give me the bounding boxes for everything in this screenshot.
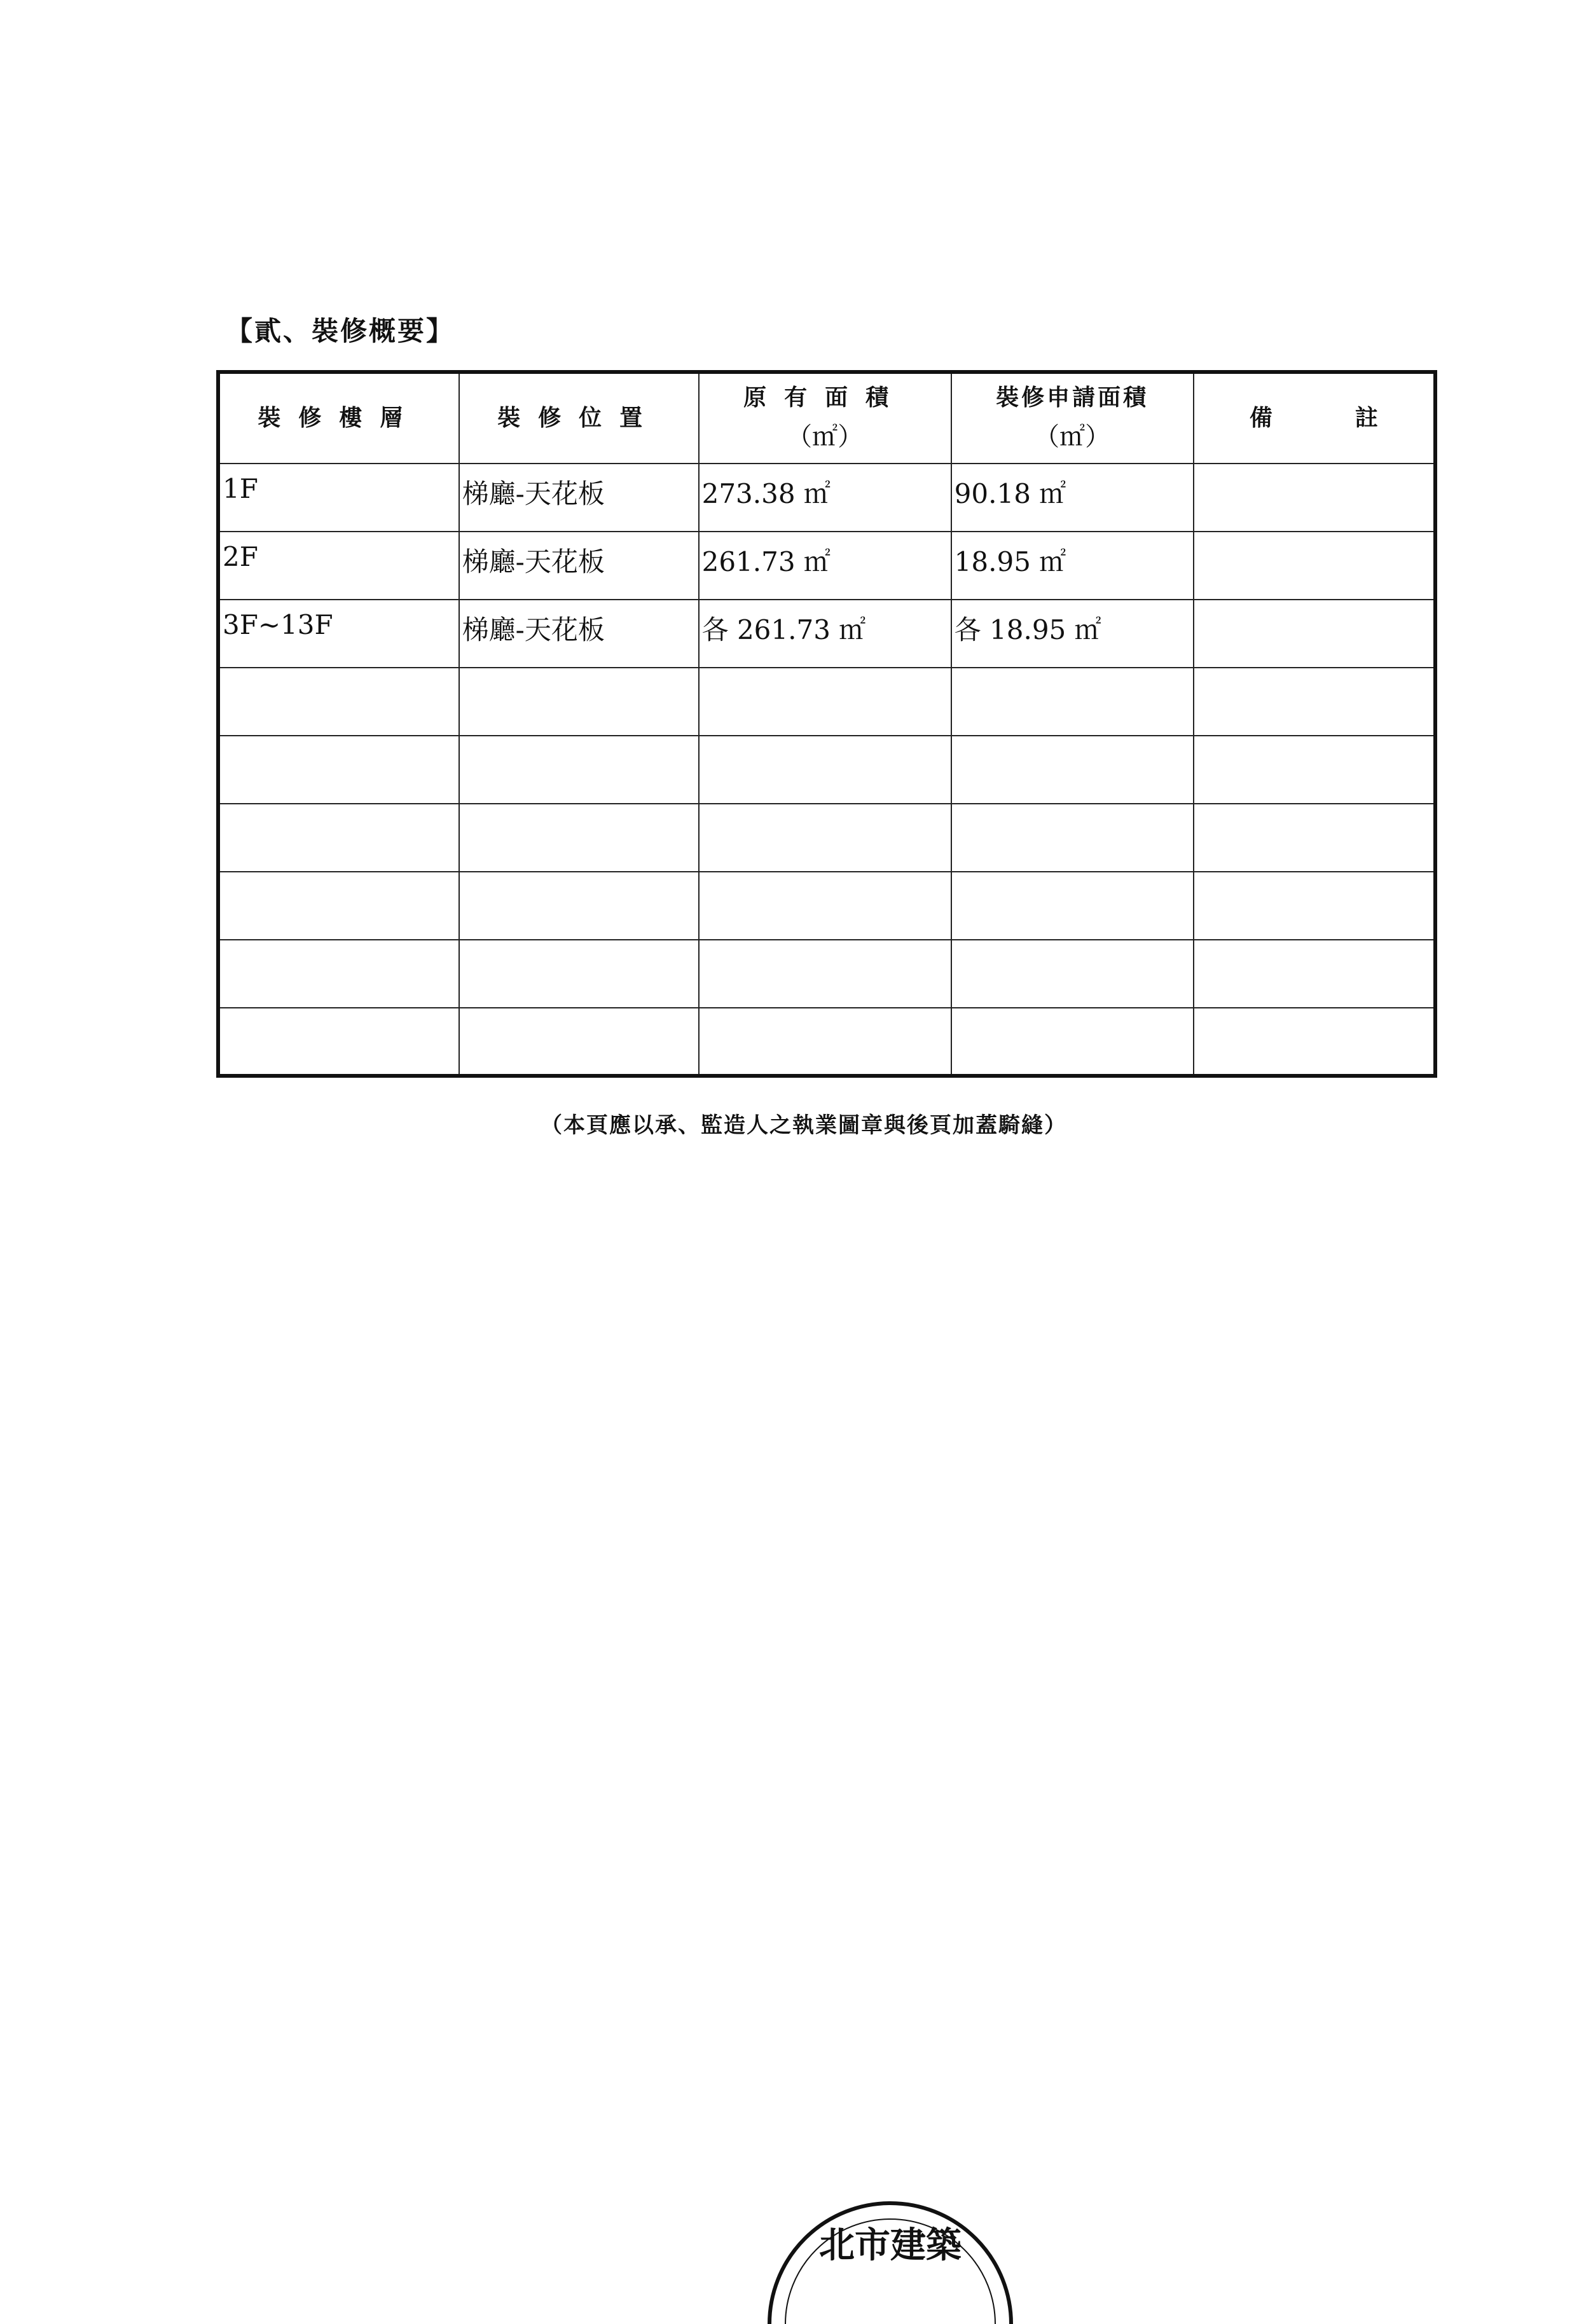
- cell-applied-area: [951, 736, 1194, 804]
- cell-applied-area: [951, 804, 1194, 872]
- cell-location: [459, 736, 699, 804]
- table-row: [218, 600, 1435, 668]
- cell-location: [459, 1008, 699, 1076]
- table-row-empty: [218, 940, 1435, 1008]
- cell-remarks: [1194, 872, 1435, 940]
- cell-remarks: [1194, 464, 1435, 532]
- cell-location: 梯廳-天花板: [459, 532, 699, 600]
- header-floor: 裝修樓層: [218, 372, 459, 464]
- cell-location: [459, 668, 699, 736]
- seal-text: 北市建築: [819, 2224, 962, 2266]
- cell-applied-area: 18.95 ㎡: [951, 532, 1194, 600]
- cell-location: [459, 940, 699, 1008]
- table-header-row: [218, 372, 1435, 464]
- cell-remarks: [1194, 1008, 1435, 1076]
- cell-floor: [218, 668, 459, 736]
- cell-original-area: [699, 804, 951, 872]
- cell-original-area: [699, 940, 951, 1008]
- table-row-empty: [218, 668, 1435, 736]
- cell-original-area: 261.73 ㎡: [699, 532, 951, 600]
- cell-remarks: [1194, 804, 1435, 872]
- cell-floor: 1F: [218, 464, 459, 532]
- cell-original-area: [699, 668, 951, 736]
- cell-remarks: [1194, 736, 1435, 804]
- header-remarks: 備 註: [1194, 372, 1435, 464]
- cell-floor: [218, 804, 459, 872]
- renovation-summary-table: [216, 370, 1437, 1078]
- cell-remarks: [1194, 532, 1435, 600]
- cell-remarks: [1194, 600, 1435, 668]
- cell-location: [459, 804, 699, 872]
- cell-location: 梯廳-天花板: [459, 600, 699, 668]
- table-body: [218, 464, 1435, 1076]
- table-row-empty: [218, 804, 1435, 872]
- cell-floor: 2F: [218, 532, 459, 600]
- footnote: （本頁應以承、監造人之執業圖章與後頁加蓋騎縫）: [541, 1113, 1067, 1138]
- cell-floor: [218, 736, 459, 804]
- cell-remarks: [1194, 940, 1435, 1008]
- cell-remarks: [1194, 668, 1435, 736]
- header-original-area: 原有面積 （㎡）: [699, 372, 951, 464]
- cell-applied-area: [951, 940, 1194, 1008]
- cell-original-area: [699, 872, 951, 940]
- header-applied-area: 裝修申請面積 （㎡）: [951, 372, 1194, 464]
- cell-location: 梯廳-天花板: [459, 464, 699, 532]
- table-row: [218, 464, 1435, 532]
- section-title: 【貳、裝修概要】: [226, 315, 455, 347]
- cell-floor: [218, 940, 459, 1008]
- cell-applied-area: 各 18.95 ㎡: [951, 600, 1194, 668]
- table-row-empty: [218, 872, 1435, 940]
- cell-applied-area: 90.18 ㎡: [951, 464, 1194, 532]
- header-location: 裝修位置: [459, 372, 699, 464]
- cell-original-area: 各 261.73 ㎡: [699, 600, 951, 668]
- cell-applied-area: [951, 668, 1194, 736]
- cell-original-area: [699, 736, 951, 804]
- cell-applied-area: [951, 872, 1194, 940]
- table-row-empty: [218, 1008, 1435, 1076]
- cell-floor: 3F~13F: [218, 600, 459, 668]
- cell-floor: [218, 1008, 459, 1076]
- cell-applied-area: [951, 1008, 1194, 1076]
- cell-original-area: [699, 1008, 951, 1076]
- table-row-empty: [218, 736, 1435, 804]
- table-row: [218, 532, 1435, 600]
- building-seal-stamp: [757, 2197, 1024, 2324]
- cell-floor: [218, 872, 459, 940]
- cell-original-area: 273.38 ㎡: [699, 464, 951, 532]
- cell-location: [459, 872, 699, 940]
